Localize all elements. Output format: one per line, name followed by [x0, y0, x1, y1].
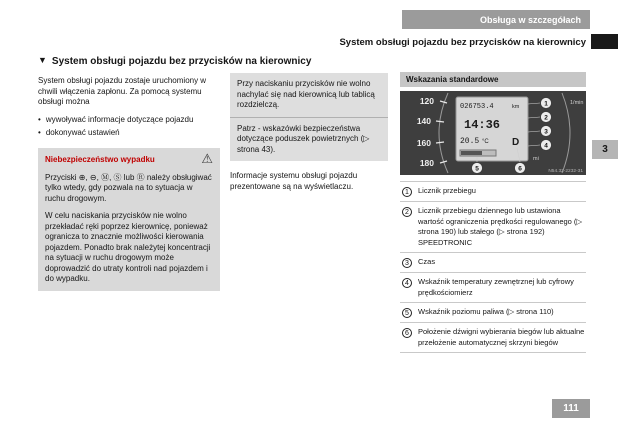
chapter-header-label: Obsługa w szczegółach — [479, 14, 581, 25]
odometer-value: 026753.4 — [460, 103, 494, 111]
callout-4 — [541, 140, 552, 151]
bullet-icon: • — [38, 127, 41, 137]
miles-unit-label: mi — [533, 156, 539, 162]
section-marker-icon: ▼ — [38, 55, 47, 65]
legend-item — [400, 323, 586, 353]
section-title-row — [38, 56, 311, 67]
warning-triangle-icon: ⚠ — [201, 151, 213, 167]
legend-text: Położenie dźwigni wybierania biegów lub aktualne przełożenie automatycznej skrzyni biegów — [418, 327, 585, 347]
instrument-cluster-image — [400, 91, 586, 175]
figure-header — [400, 72, 586, 87]
speedo-tick-label: 160 — [416, 138, 431, 148]
fuel-gauge-level — [461, 151, 482, 155]
column-right — [400, 72, 586, 353]
gear-indicator: D — [512, 137, 520, 148]
legend-number: 6 — [402, 328, 412, 338]
legend-number: 2 — [402, 207, 412, 217]
legend-item — [400, 253, 586, 273]
list-item — [38, 127, 220, 138]
page-number-badge: 111 — [552, 399, 590, 418]
warning-paragraph: Patrz - wskazówki bezpieczeństwa dotyczące poduszek powietrznych (▷ strona 43). — [237, 123, 370, 154]
legend-item — [400, 303, 586, 323]
legend-text: Wskaźnik poziomu paliwa (▷ strona 110) — [418, 307, 554, 316]
warning-paragraph: Przyciski ⊕, ⊖, Ⓜ, Ⓢ lub Ⓡ należy obsługiwać tylko wtedy, gdy pozwala na to sytuacja w ruchu drogowym. — [45, 172, 212, 203]
legend-text: Wskaźnik temperatury zewnętrznej lub cyfrowy prędkościomierz — [418, 277, 574, 297]
warning-paragraph: W celu naciskania przycisków nie wolno przekładać ręki poprzez kierownicę, ponieważ ogranicza to znacznie możliwości kierowania pojazdem. Ponadto brak należytej koncentracji na sytuacji w ruchu drogowym może doprowadzić do utraty kontroli nad pojazdem i do wypadku. — [45, 211, 211, 284]
callout-6 — [515, 163, 526, 174]
callout-1 — [541, 98, 552, 109]
bullet-icon: • — [38, 114, 41, 124]
warning-continuation-box — [230, 73, 388, 161]
legend-number: 3 — [402, 258, 412, 268]
chapter-number-tab: 3 — [592, 140, 618, 159]
warning-title: Niebezpieczeństwo wypadku — [45, 155, 155, 165]
column-left — [38, 76, 220, 291]
legend-number: 5 — [402, 308, 412, 318]
warning-box — [38, 148, 220, 291]
legend-text: Licznik przebiegu dziennego lub ustawiona wartość ograniczenia prędkości regulowanego (▷ strona 190) lub stałego (▷ strona 192) SPEEDTRONIC — [418, 206, 583, 247]
outside-temp-value: 20.5 — [460, 137, 480, 146]
speedo-tick-label: 120 — [419, 96, 434, 106]
bullet-text: dokonywać ustawień — [45, 127, 120, 137]
legend-item — [400, 273, 586, 303]
intro-paragraph: System obsługi pojazdu zostaje uruchomiony w chwili włączenia zapłonu. Za pomocą systemu obsługi można — [38, 76, 207, 107]
clock-value: 14:36 — [464, 118, 501, 132]
warning-paragraph: Przy naciskaniu przycisków nie wolno nachylać się nad kierownicą lub tablicą rozdzielczą. — [237, 79, 375, 110]
outside-temp-unit: °C — [482, 139, 489, 145]
odometer-unit: km — [512, 104, 520, 110]
callout-2 — [541, 112, 552, 123]
column-middle — [230, 73, 388, 192]
legend-item — [400, 182, 586, 202]
callout-3 — [541, 126, 552, 137]
callout-number: 5 — [475, 165, 479, 173]
legend-text: Czas — [418, 257, 436, 266]
callout-number: 6 — [518, 165, 522, 173]
bullet-text: wywoływać informacje dotyczące pojazdu — [45, 114, 194, 124]
callout-number: 1 — [544, 100, 548, 108]
figure-reference-number: N54.32-2232-31 — [548, 169, 583, 174]
page-subtitle: System obsługi pojazdu bez przycisków na kierownicy — [339, 37, 586, 48]
rpm-unit-label: 1/min — [570, 100, 584, 106]
speedo-tick-label: 180 — [419, 158, 434, 168]
figure-legend — [400, 181, 586, 353]
callout-number: 3 — [544, 128, 548, 136]
legend-number: 1 — [402, 187, 412, 197]
section-edge-marker — [591, 34, 618, 49]
legend-text: Licznik przebiegu — [418, 186, 476, 195]
section-title: System obsługi pojazdu bez przycisków na kierownicy — [51, 56, 312, 67]
figure-header-label: Wskazania standardowe — [406, 75, 499, 84]
bullet-list — [38, 114, 220, 138]
callout-5 — [472, 163, 483, 174]
speedo-tick-label: 140 — [416, 116, 431, 126]
callout-number: 4 — [544, 142, 548, 150]
body-paragraph: Informacje systemu obsługi pojazdu prezentowane są na wyświetlaczu. — [230, 171, 358, 191]
legend-number: 4 — [402, 278, 412, 288]
divider — [230, 117, 388, 118]
callout-number: 2 — [544, 114, 548, 122]
legend-item — [400, 202, 586, 253]
chapter-header-bar — [402, 10, 590, 29]
list-item — [38, 114, 220, 125]
